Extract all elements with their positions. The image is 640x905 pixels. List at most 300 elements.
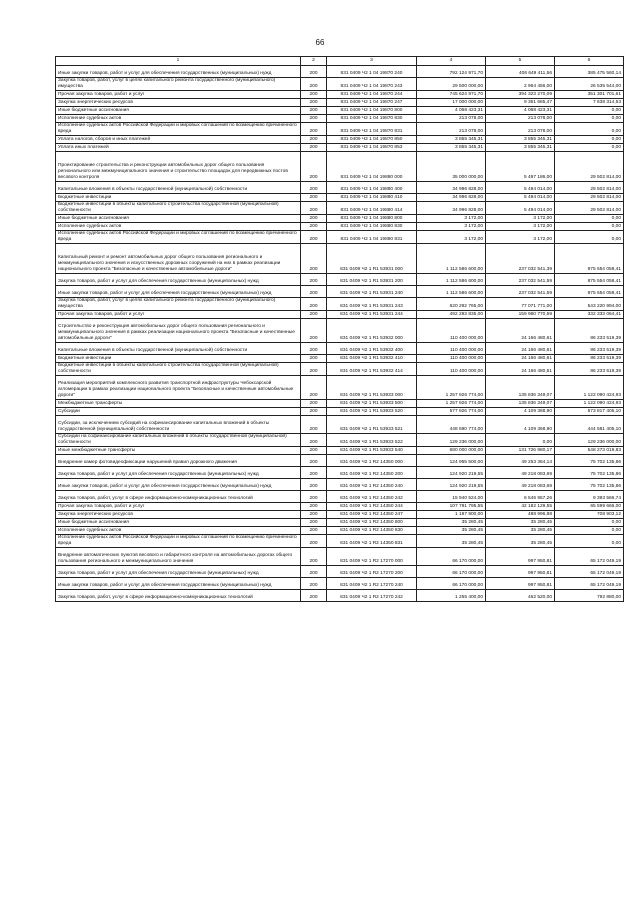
row-code: 200 (301, 114, 327, 122)
row-approved-amount: 110 400 000,00 (417, 354, 486, 362)
row-description: Бюджетные инвестиции в объекты капитального строительства государственной (муниципальной) собственности (56, 362, 301, 375)
row-approved-amount: 34 996 828,00 (417, 181, 486, 193)
row-executed-amount: 49 218 083,69 (486, 478, 555, 490)
row-code: 200 (301, 122, 327, 135)
row-description: Исполнение судебных актов Российской Федерации и мировых соглашений по возмещению причиненного вреда (56, 230, 301, 243)
row-unexecuted-amount: 0,00 (555, 135, 624, 143)
row-approved-amount: 35 000 000,00 (417, 151, 486, 181)
row-unexecuted-amount: 86 233 519,39 (555, 318, 624, 342)
table-row (56, 354, 624, 362)
row-approved-amount: 1 257 926 774,00 (417, 375, 486, 399)
row-code: 200 (301, 230, 327, 243)
row-executed-amount: 213 078,00 (486, 114, 555, 122)
row-executed-amount: 3 855 345,31 (486, 135, 555, 143)
row-executed-amount: 997 950,81 (486, 565, 555, 577)
row-description: Реализация мероприятий комплексного развития транспортной инфраструктуры Чебоксарской агломерации в рамках реализации национального проекта "Безопасные и качественные автомобильные дороги" (56, 375, 301, 399)
row-classification-code: 831 0409 Ч2 1 04 19870 243 (327, 78, 417, 91)
row-description: Иные бюджетные ассигнования (56, 106, 301, 114)
row-unexecuted-amount: 65 172 049,19 (555, 577, 624, 589)
row-approved-amount: 492 293 835,00 (417, 310, 486, 318)
row-code: 200 (301, 285, 327, 297)
row-executed-amount: 3 172,00 (486, 230, 555, 243)
row-description: Внедрение автоматических пунктов весового и габаритного контроля на автомобильных дорогах общего пользования регионального и межмуниципального значения (56, 547, 301, 565)
row-classification-code: 831 0409 Ч2 1 04 19870 244 (327, 90, 417, 98)
table-row (56, 297, 624, 310)
row-unexecuted-amount: 1 122 090 424,93 (555, 399, 624, 407)
row-description: Закупка энергетических ресурсов (56, 98, 301, 106)
row-description: Исполнение судебных актов Российской Федерации и мировых соглашений по возмещению причиненного вреда (56, 534, 301, 547)
row-executed-amount: 394 323 270,09 (486, 90, 555, 98)
row-approved-amount: 110 400 000,00 (417, 318, 486, 342)
row-classification-code: 831 0409 Ч2 1 R1 53932 400 (327, 342, 417, 354)
row-approved-amount: 1 197 900,00 (417, 510, 486, 518)
row-approved-amount: 34 996 828,00 (417, 201, 486, 214)
row-code: 200 (301, 106, 327, 114)
row-classification-code: 831 0409 Ч2 1 R2 14350 242 (327, 490, 417, 502)
row-code: 200 (301, 342, 327, 354)
table-row (56, 510, 624, 518)
page-number: 66 (315, 38, 325, 47)
row-unexecuted-amount: 75 702 135,86 (555, 478, 624, 490)
row-classification-code: 831 0409 Ч2 1 R2 14350 247 (327, 510, 417, 518)
row-executed-amount: 24 166 480,61 (486, 362, 555, 375)
row-classification-code: 831 0409 Ч2 1 R1 53931 243 (327, 297, 417, 310)
column-number-row (56, 57, 624, 66)
row-unexecuted-amount: 0,00 (555, 122, 624, 135)
row-classification-code: 831 0409 Ч2 1 R2 17270 000 (327, 547, 417, 565)
row-unexecuted-amount: 444 581 405,10 (555, 415, 624, 433)
row-classification-code: 831 0409 Ч2 1 04 19870 800 (327, 106, 417, 114)
row-description: Иные межбюджетные трансферты (56, 446, 301, 454)
row-description: Бюджетные инвестиции в объекты капитального строительства государственной (муниципальной) собственности (56, 201, 301, 214)
row-approved-amount: 1 112 586 600,00 (417, 285, 486, 297)
row-unexecuted-amount: 29 502 814,00 (555, 181, 624, 193)
row-classification-code: 831 0409 Ч2 1 R2 17270 240 (327, 577, 417, 589)
row-unexecuted-amount: 0,00 (555, 230, 624, 243)
row-description: Иные закупки товаров, работ и услуг для обеспечения государственных (муниципальных) нужд (56, 66, 301, 78)
row-executed-amount: 131 726 980,17 (486, 446, 555, 454)
row-approved-amount: 66 170 000,00 (417, 547, 486, 565)
row-approved-amount: 3 855 345,31 (417, 135, 486, 143)
column-header: 6 (555, 57, 624, 66)
row-approved-amount: 107 781 795,55 (417, 502, 486, 510)
row-executed-amount: 35 280,45 (486, 526, 555, 534)
row-description: Субсидии, за исключением субсидий на софинансирование капитальных вложений в объекты государственной (муниципальной) собственности (56, 415, 301, 433)
row-unexecuted-amount: 708 903,12 (555, 510, 624, 518)
row-approved-amount: 35 280,45 (417, 534, 486, 547)
row-classification-code: 831 0409 Ч2 1 R2 17270 242 (327, 589, 417, 601)
row-code: 200 (301, 534, 327, 547)
table-row (56, 433, 624, 446)
row-executed-amount: 5 497 186,00 (486, 151, 555, 181)
row-code: 200 (301, 135, 327, 143)
row-classification-code: 831 0409 Ч2 1 R1 53931 200 (327, 273, 417, 285)
table-row (56, 181, 624, 193)
row-description: Закупка товаров, работ и услуг для обеспечения государственных (муниципальных) нужд (56, 466, 301, 478)
row-executed-amount: 24 166 480,61 (486, 342, 555, 354)
row-executed-amount: 488 996,88 (486, 510, 555, 518)
row-description: Иные закупки товаров, работ и услуг для обеспечения государственных (муниципальных) нужд (56, 285, 301, 297)
table-row (56, 478, 624, 490)
row-description: Проектирование строительства и реконструкции автомобильных дорог общего пользования регионального или межмуниципального значения и строительство площадок для передвижных постов весового контроля (56, 151, 301, 181)
row-description: Прочая закупка товаров, работ и услуг (56, 90, 301, 98)
row-unexecuted-amount: 65 172 049,19 (555, 547, 624, 565)
row-classification-code: 831 0409 Ч2 1 R1 53932 410 (327, 354, 417, 362)
row-approved-amount: 1 112 586 600,00 (417, 243, 486, 273)
row-description: Закупка товаров, работ, услуг в целях капитального ремонта государственного (муниципального) имущества (56, 297, 301, 310)
row-executed-amount: 237 032 541,59 (486, 273, 555, 285)
row-description: Уплата налогов, сборов и иных платежей (56, 135, 301, 143)
row-approved-amount: 3 172,00 (417, 230, 486, 243)
row-description: Иные бюджетные ассигнования (56, 518, 301, 526)
row-executed-amount: 997 950,81 (486, 547, 555, 565)
row-approved-amount: 66 170 000,00 (417, 577, 486, 589)
row-unexecuted-amount: 29 502 814,00 (555, 201, 624, 214)
row-code: 200 (301, 490, 327, 502)
table-row (56, 342, 624, 354)
row-classification-code: 831 0409 Ч2 1 04 19880 000 (327, 151, 417, 181)
row-description: Субсидии на софинансирование капитальных вложений в объекты государственной (муниципальной) собственности (56, 433, 301, 446)
row-unexecuted-amount: 792 880,00 (555, 589, 624, 601)
row-classification-code: 831 0409 Ч2 1 R2 14350 000 (327, 454, 417, 466)
row-description: Закупка энергетических ресурсов (56, 510, 301, 518)
row-executed-amount: 24 166 480,61 (486, 318, 555, 342)
row-approved-amount: 680 000 000,00 (417, 446, 486, 454)
row-classification-code: 831 0409 Ч2 1 04 19870 850 (327, 135, 417, 143)
row-unexecuted-amount: 0,00 (555, 222, 624, 230)
row-approved-amount: 577 926 774,00 (417, 407, 486, 415)
row-classification-code: 831 0409 Ч2 1 04 19880 400 (327, 181, 417, 193)
table-row (56, 526, 624, 534)
table-row (56, 407, 624, 415)
table-row (56, 230, 624, 243)
row-code: 200 (301, 78, 327, 91)
row-code: 200 (301, 222, 327, 230)
row-executed-amount: 3 172,00 (486, 214, 555, 222)
row-unexecuted-amount: 351 301 701,61 (555, 90, 624, 98)
row-code: 200 (301, 181, 327, 193)
row-description: Прочая закупка товаров, работ и услуг (56, 502, 301, 510)
row-approved-amount: 1 112 586 600,00 (417, 273, 486, 285)
row-unexecuted-amount: 875 554 058,41 (555, 273, 624, 285)
row-unexecuted-amount: 573 817 405,10 (555, 407, 624, 415)
table-row (56, 243, 624, 273)
row-approved-amount: 17 000 000,00 (417, 98, 486, 106)
column-header: 2 (301, 57, 327, 66)
row-code: 200 (301, 362, 327, 375)
row-description: Закупка товаров, работ и услуг для обеспечения государственных (муниципальных) нужд (56, 273, 301, 285)
row-code: 200 (301, 318, 327, 342)
row-classification-code: 831 0409 Ч2 1 R1 53933 540 (327, 446, 417, 454)
row-classification-code: 831 0409 Ч2 1 R1 53933 521 (327, 415, 417, 433)
table-row (56, 490, 624, 502)
row-classification-code: 831 0409 Ч2 1 04 19880 414 (327, 201, 417, 214)
table-row (56, 114, 624, 122)
row-code: 200 (301, 151, 327, 181)
row-executed-amount: 462 520,00 (486, 589, 555, 601)
row-description: Бюджетные инвестиции (56, 193, 301, 201)
row-code: 200 (301, 375, 327, 399)
row-classification-code: 831 0409 Ч2 1 R2 14350 200 (327, 466, 417, 478)
row-executed-amount: 49 218 083,69 (486, 466, 555, 478)
table-row (56, 446, 624, 454)
row-classification-code: 831 0409 Ч2 1 R2 14350 240 (327, 478, 417, 490)
table-row (56, 90, 624, 98)
row-description: Закупка товаров, работ, услуг в сфере информационно-коммуникационных технологий (56, 490, 301, 502)
row-unexecuted-amount: 7 638 314,53 (555, 98, 624, 106)
table-row (56, 193, 624, 201)
table-row (56, 415, 624, 433)
row-classification-code: 831 0409 Ч2 1 R1 53931 240 (327, 285, 417, 297)
table-row (56, 273, 624, 285)
row-classification-code: 831 0409 Ч2 1 R2 14350 244 (327, 502, 417, 510)
row-classification-code: 831 0409 Ч2 1 04 19870 853 (327, 143, 417, 151)
row-unexecuted-amount: 129 236 000,00 (555, 433, 624, 446)
row-approved-amount: 66 170 000,00 (417, 565, 486, 577)
row-classification-code: 831 0409 Ч2 1 R2 14350 831 (327, 534, 417, 547)
row-code: 200 (301, 510, 327, 518)
table-row (56, 78, 624, 91)
row-description: Уплата иных платежей (56, 143, 301, 151)
row-executed-amount: 5 494 014,00 (486, 181, 555, 193)
row-code: 200 (301, 310, 327, 318)
row-executed-amount: 159 960 770,59 (486, 310, 555, 318)
row-code: 200 (301, 454, 327, 466)
row-unexecuted-amount: 0,00 (555, 143, 624, 151)
row-unexecuted-amount: 29 502 814,00 (555, 193, 624, 201)
row-executed-amount: 35 280,45 (486, 518, 555, 526)
row-unexecuted-amount: 0,00 (555, 534, 624, 547)
row-approved-amount: 124 955 500,00 (417, 454, 486, 466)
row-approved-amount: 35 280,45 (417, 518, 486, 526)
row-code: 200 (301, 193, 327, 201)
row-classification-code: 831 0409 Ч2 1 04 19880 800 (327, 214, 417, 222)
table-row (56, 589, 624, 601)
row-approved-amount: 3 855 345,31 (417, 143, 486, 151)
table-row (56, 135, 624, 143)
row-approved-amount: 110 400 000,00 (417, 362, 486, 375)
row-approved-amount: 129 236 000,00 (417, 433, 486, 446)
row-approved-amount: 29 500 000,00 (417, 78, 486, 91)
row-unexecuted-amount: 875 554 058,41 (555, 285, 624, 297)
row-description: Строительство и реконструкция автомобильных дорог общего пользования регионального и межмуниципального значения в рамках реализации национального проекта "Безопасные и качественные автомобильные дороги" (56, 318, 301, 342)
table-row (56, 318, 624, 342)
table-row (56, 565, 624, 577)
row-executed-amount: 77 071 771,00 (486, 297, 555, 310)
row-classification-code: 831 0409 Ч2 1 04 19880 410 (327, 193, 417, 201)
row-executed-amount: 135 836 349,07 (486, 375, 555, 399)
row-classification-code: 831 0409 Ч2 1 04 19870 240 (327, 66, 417, 78)
row-code: 200 (301, 518, 327, 526)
row-code: 200 (301, 273, 327, 285)
row-approved-amount: 448 690 774,00 (417, 415, 486, 433)
row-description: Межбюджетные трансферты (56, 399, 301, 407)
row-description: Исполнение судебных актов (56, 222, 301, 230)
row-classification-code: 831 0409 Ч2 1 04 19870 831 (327, 122, 417, 135)
row-description: Иные бюджетные ассигнования (56, 214, 301, 222)
row-classification-code: 831 0409 Ч2 1 R2 17270 200 (327, 565, 417, 577)
row-description: Бюджетные инвестиции (56, 354, 301, 362)
row-approved-amount: 620 292 765,00 (417, 297, 486, 310)
row-code: 200 (301, 446, 327, 454)
row-code: 200 (301, 466, 327, 478)
table-row (56, 399, 624, 407)
row-code: 200 (301, 478, 327, 490)
row-executed-amount: 237 032 541,59 (486, 285, 555, 297)
row-approved-amount: 3 172,00 (417, 222, 486, 230)
row-unexecuted-amount: 75 702 135,86 (555, 454, 624, 466)
row-description: Закупка товаров, работ и услуг для обеспечения государственных (муниципальных) нужд (56, 565, 301, 577)
row-classification-code: 831 0409 Ч2 1 R2 14350 830 (327, 526, 417, 534)
row-executed-amount: 4 109 368,90 (486, 415, 555, 433)
row-classification-code: 831 0409 Ч2 1 R1 53931 244 (327, 310, 417, 318)
row-unexecuted-amount: 9 393 566,74 (555, 490, 624, 502)
row-approved-amount: 15 940 524,00 (417, 490, 486, 502)
row-description: Прочая закупка товаров, работ и услуг (56, 310, 301, 318)
row-classification-code: 831 0409 Ч2 1 R1 53933 520 (327, 407, 417, 415)
row-executed-amount: 3 172,00 (486, 222, 555, 230)
table-row (56, 106, 624, 114)
table-body (56, 57, 624, 602)
row-classification-code: 831 0409 Ч2 1 R1 53933 500 (327, 399, 417, 407)
row-unexecuted-amount: 0,00 (555, 518, 624, 526)
row-executed-amount: 213 078,00 (486, 122, 555, 135)
budget-execution-table (55, 56, 624, 602)
table-row (56, 375, 624, 399)
table-row (56, 222, 624, 230)
row-executed-amount: 3 855 345,31 (486, 143, 555, 151)
row-approved-amount: 213 078,00 (417, 122, 486, 135)
row-code: 200 (301, 589, 327, 601)
row-code: 200 (301, 407, 327, 415)
row-unexecuted-amount: 543 220 994,00 (555, 297, 624, 310)
table-row (56, 547, 624, 565)
row-unexecuted-amount: 29 502 814,00 (555, 151, 624, 181)
row-code: 200 (301, 433, 327, 446)
row-code: 200 (301, 526, 327, 534)
row-description: Иные закупки товаров, работ и услуг для обеспечения государственных (муниципальных) нужд (56, 577, 301, 589)
row-executed-amount: 24 166 480,61 (486, 354, 555, 362)
table-row (56, 214, 624, 222)
row-executed-amount: 4 068 423,31 (486, 106, 555, 114)
row-approved-amount: 4 068 423,31 (417, 106, 486, 114)
row-classification-code: 831 0409 Ч2 1 04 19870 247 (327, 98, 417, 106)
row-description: Закупка товаров, работ, услуг в сфере информационно-коммуникационных технологий (56, 589, 301, 601)
table-row (56, 151, 624, 181)
row-classification-code: 831 0409 Ч2 1 04 19870 830 (327, 114, 417, 122)
row-classification-code: 831 0409 Ч2 1 R1 53932 000 (327, 318, 417, 342)
row-description: Капитальный ремонт и ремонт автомобильных дорог общего пользования регионального и межмуниципального значения и искусственных дорожных сооружений на них в рамках реализации национального проекта "Безопасные и качественные автомобильные дороги" (56, 243, 301, 273)
row-unexecuted-amount: 875 554 058,41 (555, 243, 624, 273)
row-approved-amount: 1 255 400,00 (417, 589, 486, 601)
row-description: Капитальные вложения в объекты государственной (муниципальной) собственности (56, 181, 301, 193)
row-code: 200 (301, 214, 327, 222)
row-unexecuted-amount: 75 702 135,86 (555, 466, 624, 478)
row-executed-amount: 35 280,45 (486, 534, 555, 547)
row-code: 200 (301, 297, 327, 310)
row-code: 200 (301, 66, 327, 78)
row-unexecuted-amount: 26 535 544,00 (555, 78, 624, 91)
table-row (56, 98, 624, 106)
row-classification-code: 831 0409 Ч2 1 R1 53933 522 (327, 433, 417, 446)
row-executed-amount: 5 494 014,00 (486, 201, 555, 214)
row-code: 200 (301, 354, 327, 362)
row-code: 200 (301, 502, 327, 510)
row-code: 200 (301, 143, 327, 151)
row-description: Исполнение судебных актов (56, 114, 301, 122)
row-description: Капитальные вложения в объекты государственной (муниципальной) собственности (56, 342, 301, 354)
row-approved-amount: 1 257 926 774,00 (417, 399, 486, 407)
row-executed-amount: 135 836 349,07 (486, 399, 555, 407)
table-row (56, 518, 624, 526)
row-approved-amount: 35 280,45 (417, 526, 486, 534)
table-row (56, 362, 624, 375)
row-unexecuted-amount: 0,00 (555, 106, 624, 114)
row-approved-amount: 124 920 219,55 (417, 466, 486, 478)
table-row (56, 201, 624, 214)
row-description: Исполнение судебных актов (56, 526, 301, 534)
row-approved-amount: 124 920 219,55 (417, 478, 486, 490)
row-unexecuted-amount: 86 233 519,39 (555, 362, 624, 375)
row-executed-amount: 5 494 014,00 (486, 193, 555, 201)
row-executed-amount: 997 950,81 (486, 577, 555, 589)
row-approved-amount: 213 078,00 (417, 114, 486, 122)
row-classification-code: 831 0409 Ч2 1 04 19880 831 (327, 230, 417, 243)
row-executed-amount: 0,00 (486, 433, 555, 446)
row-code: 200 (301, 565, 327, 577)
table-row (56, 466, 624, 478)
row-executed-amount: 406 649 411,56 (486, 66, 555, 78)
row-approved-amount: 745 624 971,70 (417, 90, 486, 98)
row-code: 200 (301, 98, 327, 106)
row-description: Внедрение камер фотовидеофиксации нарушений правил дорожного движения (56, 454, 301, 466)
row-executed-amount: 237 032 541,39 (486, 243, 555, 273)
table-row (56, 122, 624, 135)
row-unexecuted-amount: 65 599 666,00 (555, 502, 624, 510)
row-executed-amount: 6 546 957,26 (486, 490, 555, 502)
row-unexecuted-amount: 1 122 090 424,93 (555, 375, 624, 399)
row-unexecuted-amount: 385 475 560,14 (555, 66, 624, 78)
row-description: Иные закупки товаров, работ и услуг для обеспечения государственных (муниципальных) нужд (56, 478, 301, 490)
table-row (56, 502, 624, 510)
row-unexecuted-amount: 86 233 519,39 (555, 354, 624, 362)
table-row (56, 454, 624, 466)
row-unexecuted-amount: 0,00 (555, 114, 624, 122)
row-classification-code: 831 0409 Ч2 1 R2 14350 800 (327, 518, 417, 526)
row-description: Исполнение судебных актов Российской Федерации и мировых соглашений по возмещению причиненного вреда (56, 122, 301, 135)
row-description: Субсидии (56, 407, 301, 415)
row-executed-amount: 49 253 364,14 (486, 454, 555, 466)
row-classification-code: 831 0409 Ч2 1 R1 53931 000 (327, 243, 417, 273)
row-approved-amount: 34 996 828,00 (417, 193, 486, 201)
row-unexecuted-amount: 0,00 (555, 214, 624, 222)
row-code: 200 (301, 399, 327, 407)
table-row (56, 534, 624, 547)
table-row (56, 310, 624, 318)
table-row (56, 143, 624, 151)
row-code: 200 (301, 201, 327, 214)
row-classification-code: 831 0409 Ч2 1 R1 53932 414 (327, 362, 417, 375)
row-executed-amount: 9 361 685,47 (486, 98, 555, 106)
row-code: 200 (301, 577, 327, 589)
row-approved-amount: 3 172,00 (417, 214, 486, 222)
row-code: 200 (301, 243, 327, 273)
row-executed-amount: 4 109 368,90 (486, 407, 555, 415)
row-unexecuted-amount: 0,00 (555, 526, 624, 534)
row-approved-amount: 110 400 000,00 (417, 342, 486, 354)
table-row (56, 285, 624, 297)
table-row (56, 577, 624, 589)
